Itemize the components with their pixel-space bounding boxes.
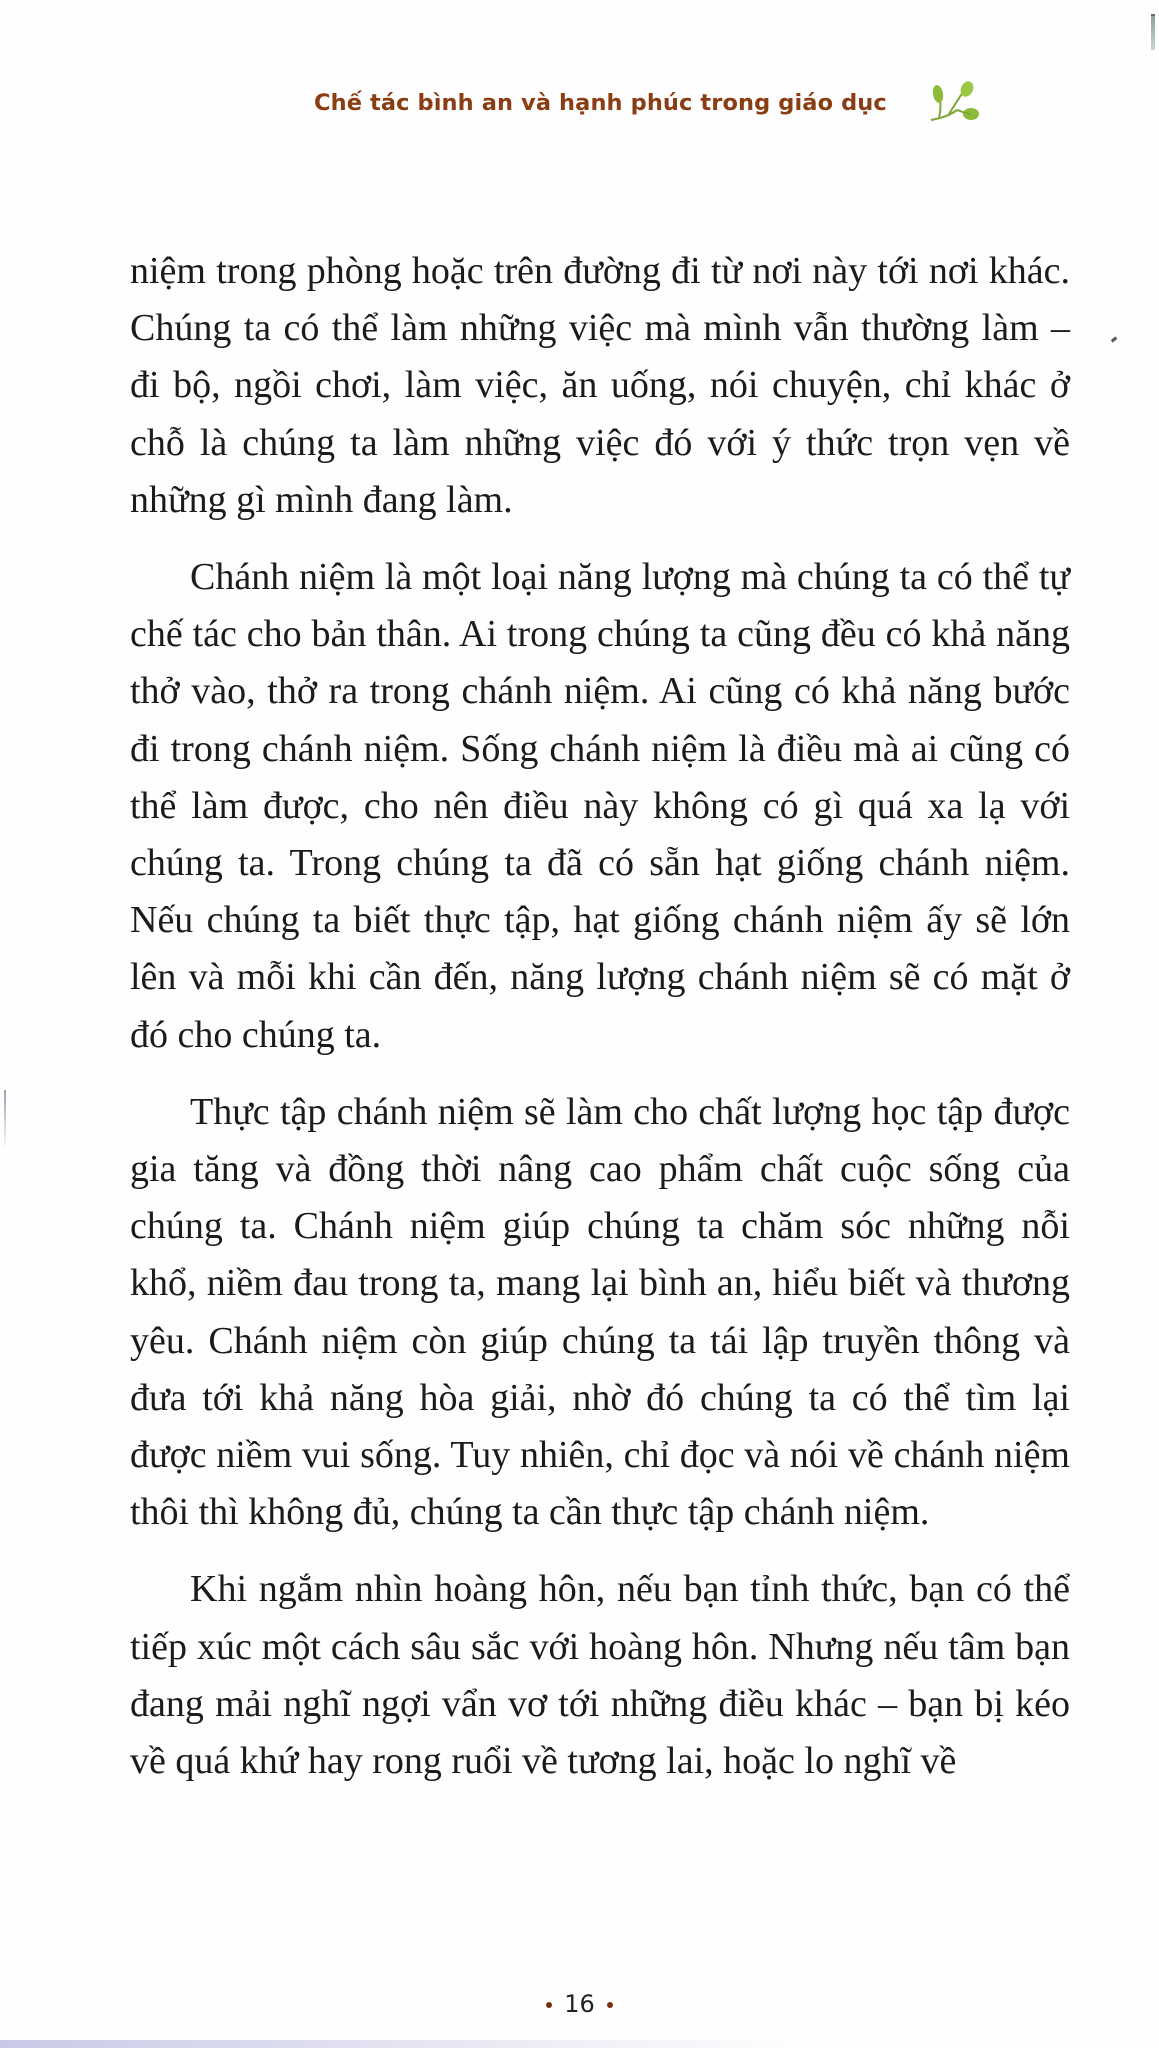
scan-edge-line: [4, 1090, 6, 1150]
paragraph: Khi ngắm nhìn hoàng hôn, nếu bạn tỉnh thức, bạn có thể tiếp xúc một cách sâu sắc với hoàng hôn. Nhưng nếu tâm bạn đang mải nghĩ ngợi vẩn vơ tới những điều khác – bạn bị kéo về quá khứ hay rong ruổi về tương lai, hoặc lo nghĩ về: [130, 1568, 1070, 1783]
bullet-dot-icon: [607, 2002, 613, 2008]
stray-ink-mark: [1111, 336, 1118, 342]
paragraph: Chánh niệm là một loại năng lượng mà chúng ta có thể tự chế tác cho bản thân. Ai trong chúng ta cũng đều có khả năng thở vào, thở ra trong chánh niệm. Ai cũng có khả năng bước đi trong chánh niệm. Sống chánh niệm là điều mà ai cũng có thể làm được, cho nên điều này không có gì quá xa lạ với chúng ta. Trong chúng ta đã có sẵn hạt giống chánh niệm. Nếu chúng ta biết thực tập, hạt giống chánh niệm ấy sẽ lớn lên và mỗi khi cần đến, năng lượng chánh niệm sẽ có mặt ở đó cho chúng ta.: [130, 556, 1070, 1056]
running-header: [300, 78, 990, 128]
bullet-dot-icon: [546, 2002, 552, 2008]
scan-shadow: [0, 2040, 800, 2048]
paragraph: Thực tập chánh niệm sẽ làm cho chất lượng học tập được gia tăng và đồng thời nâng cao phẩm chất cuộc sống của chúng ta. Chánh niệm giúp chúng ta chăm sóc những nỗi khổ, niềm đau trong ta, mang lại bình an, hiểu biết và thương yêu. Chánh niệm còn giúp chúng ta tái lập truyền thông và đưa tới khả năng hòa giải, nhờ đó chúng ta có thể tìm lại được niềm vui sống. Tuy nhiên, chỉ đọc và nói về chánh niệm thôi thì không đủ, chúng ta cần thực tập chánh niệm.: [130, 1090, 1070, 1534]
leaf-sprig-icon: [927, 80, 983, 126]
running-title: Chế tác bình an và hạnh phúc trong giáo dục: [314, 90, 887, 116]
page-number: [0, 1990, 1159, 2018]
page-edge-mark: [1151, 14, 1155, 50]
page-number-value: 16: [564, 1990, 595, 2018]
body-text: [130, 243, 1070, 1790]
paragraph-continued: niệm trong phòng hoặc trên đường đi từ nơi này tới nơi khác. Chúng ta có thể làm những việc mà mình vẫn thường làm – đi bộ, ngồi chơi, làm việc, ăn uống, nói chuyện, chỉ khác ở chỗ là chúng ta làm những việc đó với ý thức trọn vẹn về những gì mình đang làm.: [130, 250, 1070, 521]
